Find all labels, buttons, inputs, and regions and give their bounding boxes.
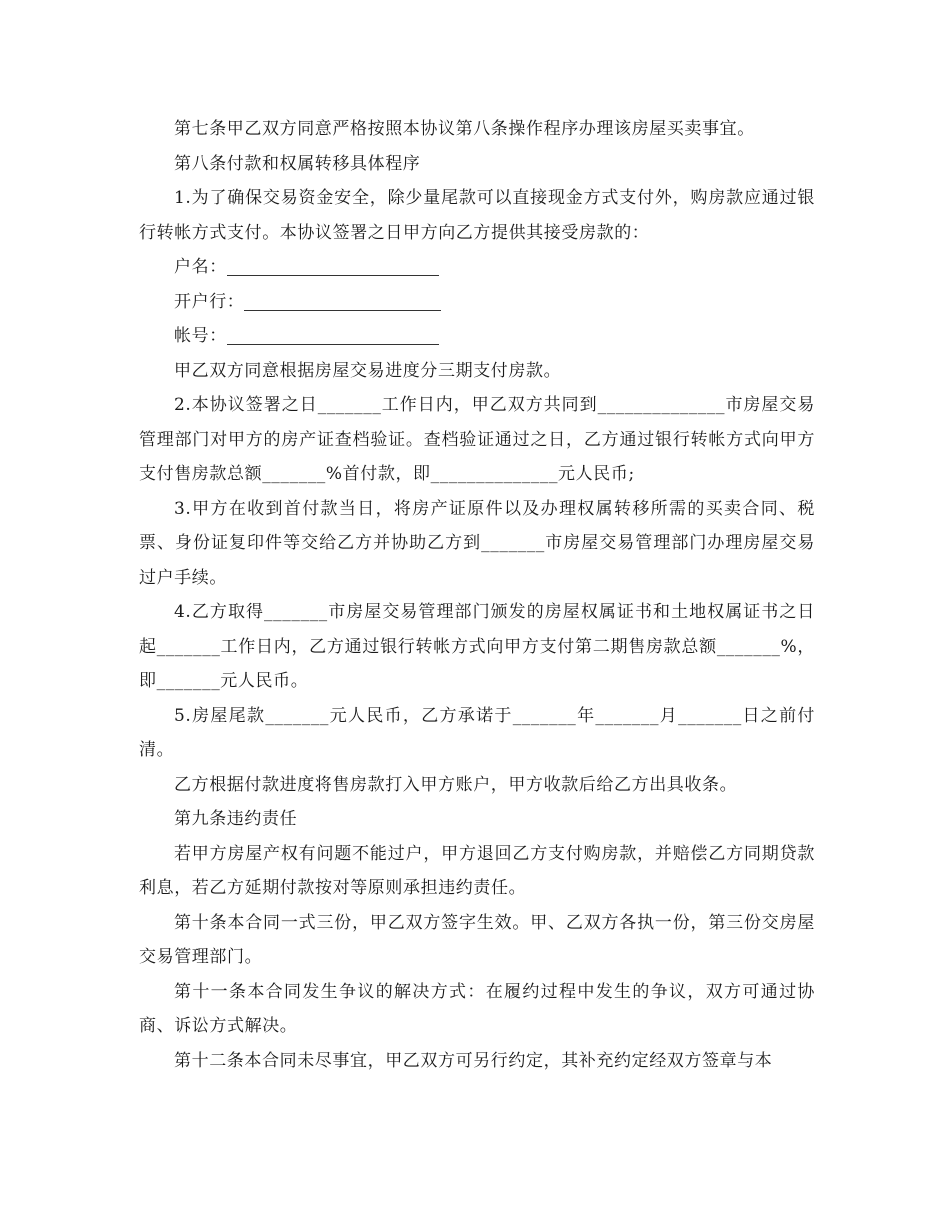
breach-paragraph: 若甲方房屋产权有问题不能过户，甲方退回乙方支付购房款，并赔偿乙方同期贷款利息，若乙方延期付款按对等原则承担违约责任。 — [139, 843, 815, 898]
clause-2-paragraph: 2.本协议签署之日_______工作日内，甲乙双方共同到______________市房屋交易管理部门对甲方的房产证查档验证。查档验证通过之日，乙方通过银行转帐方式向甲方支付售房款总额_______%首付款，即______________元人民币; — [139, 395, 815, 484]
document-page — [139, 112, 815, 1078]
clause-4-paragraph: 4.乙方取得_______市房屋交易管理部门颁发的房屋权属证书和土地权属证书之日起_______工作日内，乙方通过银行转帐方式向甲方支付第二期售房款总额_______%，即_______元人民币。 — [139, 602, 815, 691]
article-8-heading: 第八条付款和权属转移具体程序 — [174, 153, 421, 174]
account-number-line — [139, 319, 815, 354]
clause-3-paragraph: 3.甲方在收到首付款当日，将房产证原件以及办理权属转移所需的买卖合同、税票、身份证复印件等交给乙方并协助乙方到_______市房屋交易管理部门办理房屋交易过户手续。 — [139, 498, 815, 588]
article-12-paragraph: 第十二条本合同未尽事宜，甲乙双方可另行约定，其补充约定经双方签章与本 — [174, 1050, 773, 1071]
article-7-paragraph: 第七条甲乙双方同意严格按照本协议第八条操作程序办理该房屋买卖事宜。 — [174, 119, 755, 139]
clause-5-paragraph: 5.房屋尾款_______元人民币，乙方承诺于_______年_______月_______日之前付清。 — [139, 705, 815, 760]
article-10-paragraph: 第十条本合同一式三份，甲乙双方签字生效。甲、乙双方各执一份，第三份交房屋交易管理部门。 — [139, 912, 815, 967]
account-name-line — [139, 250, 815, 285]
clause-1-paragraph: 1.为了确保交易资金安全，除少量尾款可以直接现金方式支付外，购房款应通过银行转帐方式支付。本协议签署之日甲方向乙方提供其接受房款的： — [139, 188, 815, 243]
article-11-paragraph: 第十一条本合同发生争议的解决方式：在履约过程中发生的争议，双方可通过协商、诉讼方式解决。 — [139, 981, 815, 1036]
installments-paragraph: 甲乙双方同意根据房屋交易进度分三期支付房款。 — [174, 360, 562, 381]
account-number-blank — [227, 324, 439, 345]
bank-label: 开户行： — [174, 291, 245, 312]
account-number-label: 帐号： — [174, 326, 227, 346]
bank-line — [139, 285, 815, 320]
article-9-heading: 第九条违约责任 — [174, 809, 298, 829]
payment-receipt-paragraph: 乙方根据付款进度将售房款打入甲方账户，甲方收款后给乙方出具收条。 — [174, 774, 738, 795]
bank-blank — [244, 290, 441, 311]
account-name-label: 户名： — [174, 257, 227, 277]
account-name-blank — [227, 255, 439, 276]
